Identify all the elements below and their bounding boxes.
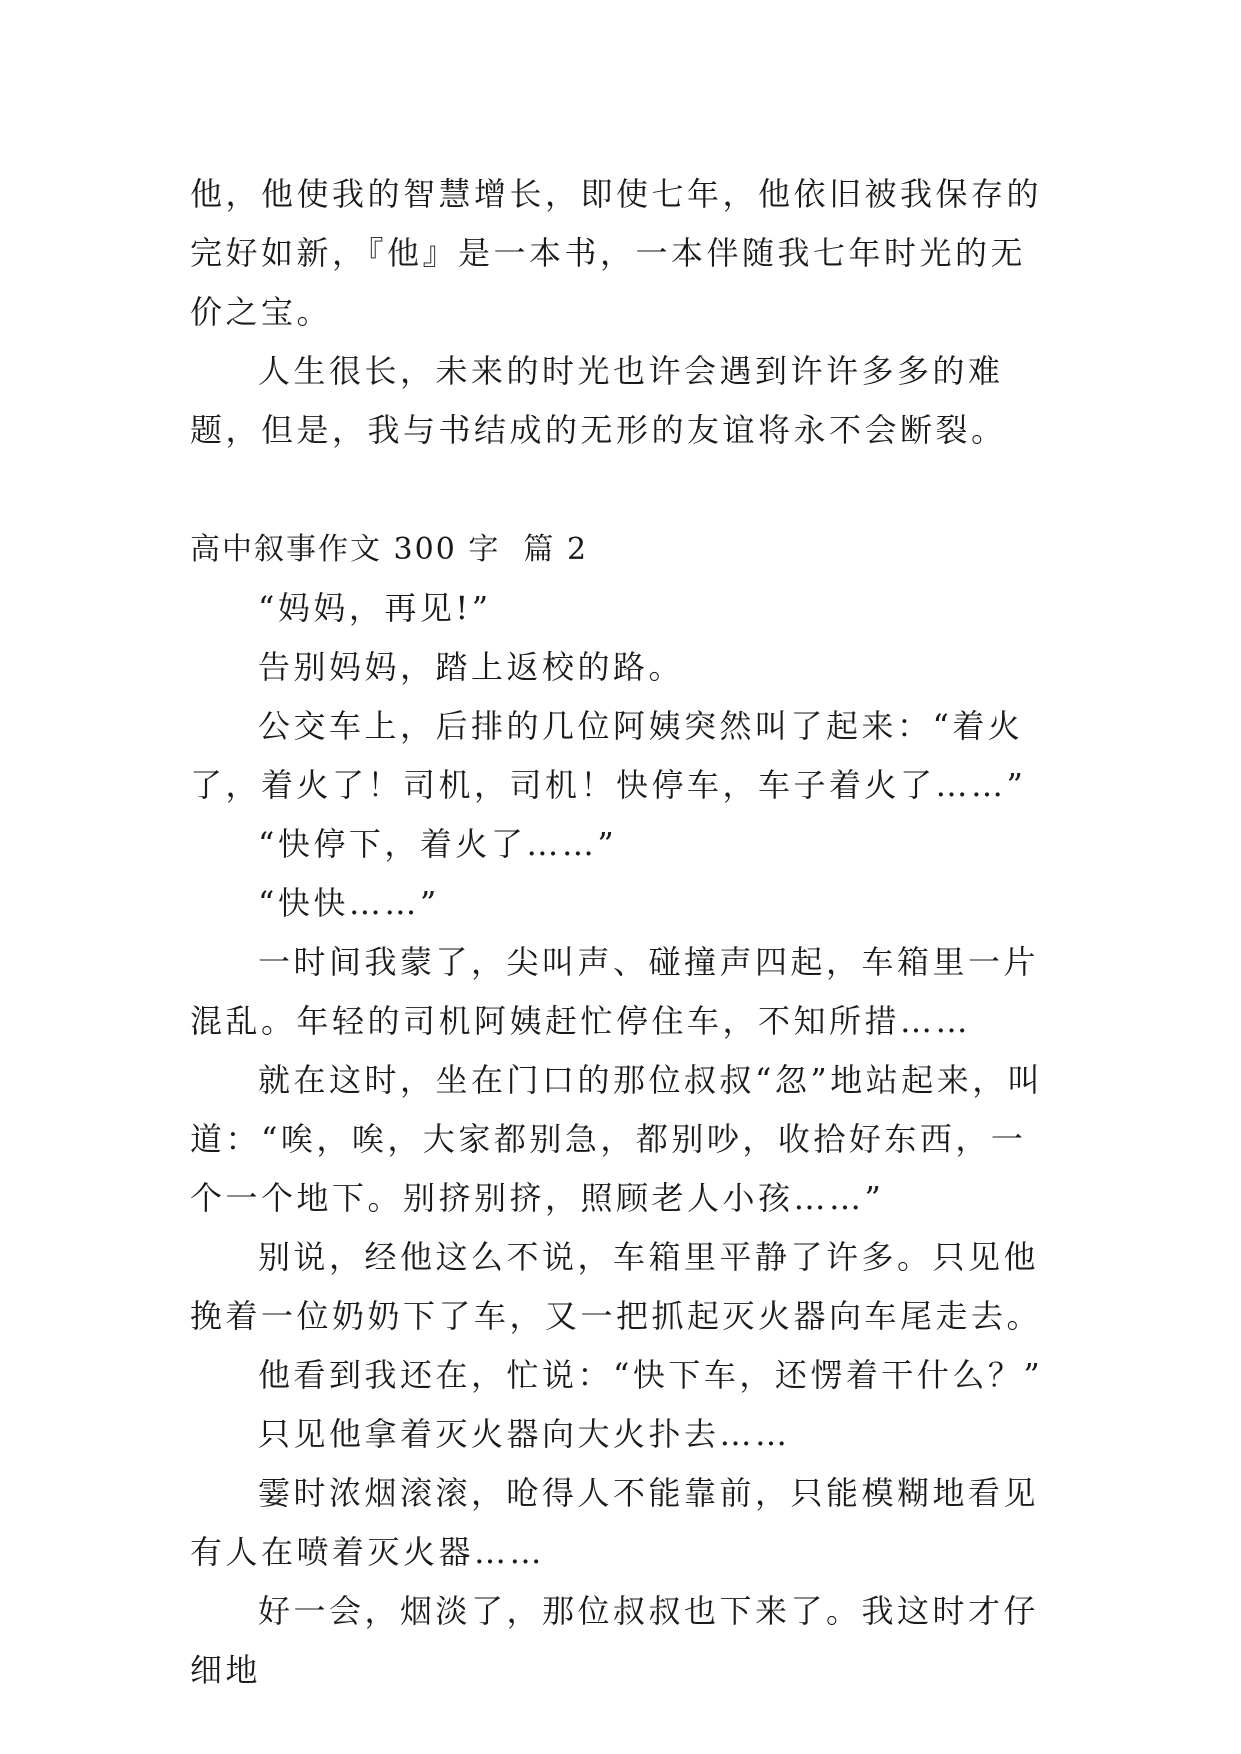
paragraph-3: 公交车上，后排的几位阿姨突然叫了起来：“着火了，着火了！司机，司机！快停车，车子着火了……” — [190, 707, 1027, 804]
document-body — [190, 165, 1050, 1700]
paragraph-8: 别说，经他这么不说，车箱里平静了许多。只见他挽着一位奶奶下了车，又一把抓起灭火器向车尾走去。 — [190, 1238, 1043, 1335]
paragraph-1: “妈妈，再见!” — [258, 589, 492, 627]
paragraph-4: “快停下，着火了……” — [258, 825, 618, 863]
paragraph-12: 好一会，烟淡了，那位叔叔也下来了。我这时才仔细地 — [190, 1592, 1040, 1689]
paragraph-9: 他看到我还在，忙说：“快下车，还愣着干什么？” — [258, 1356, 1044, 1394]
paragraph-2: 告别妈妈，踏上返校的路。 — [258, 648, 685, 686]
section-heading: 高中叙事作文 300 字 篇 2 — [190, 532, 589, 567]
paragraph-continued-2: 人生很长，未来的时光也许会遇到许许多多的难题，但是，我与书结成的无形的友谊将永不会断裂。 — [190, 352, 1007, 449]
paragraph-6: 一时间我蒙了，尖叫声、碰撞声四起，车箱里一片混乱。年轻的司机阿姨赶忙停住车，不知所措…… — [190, 943, 1040, 1040]
paragraph-5: “快快……” — [258, 884, 440, 922]
paragraph-continued-1: 他，他使我的智慧增长，即使七年，他依旧被我保存的完好如新，『他』是一本书，一本伴随我七年时光的无价之宝。 — [190, 175, 1043, 331]
paragraph-7: 就在这时，坐在门口的那位叔叔“忽”地站起来，叫道：“唉，唉，大家都别急，都别吵，收拾好东西，一个一个地下。别挤别挤，照顾老人小孩……” — [190, 1061, 1044, 1217]
paragraph-11: 霎时浓烟滚滚，呛得人不能靠前，只能模糊地看见有人在喷着灭火器…… — [190, 1474, 1040, 1571]
paragraph-10: 只见他拿着灭火器向大火扑去…… — [258, 1415, 791, 1453]
section-spacer — [190, 460, 1050, 520]
